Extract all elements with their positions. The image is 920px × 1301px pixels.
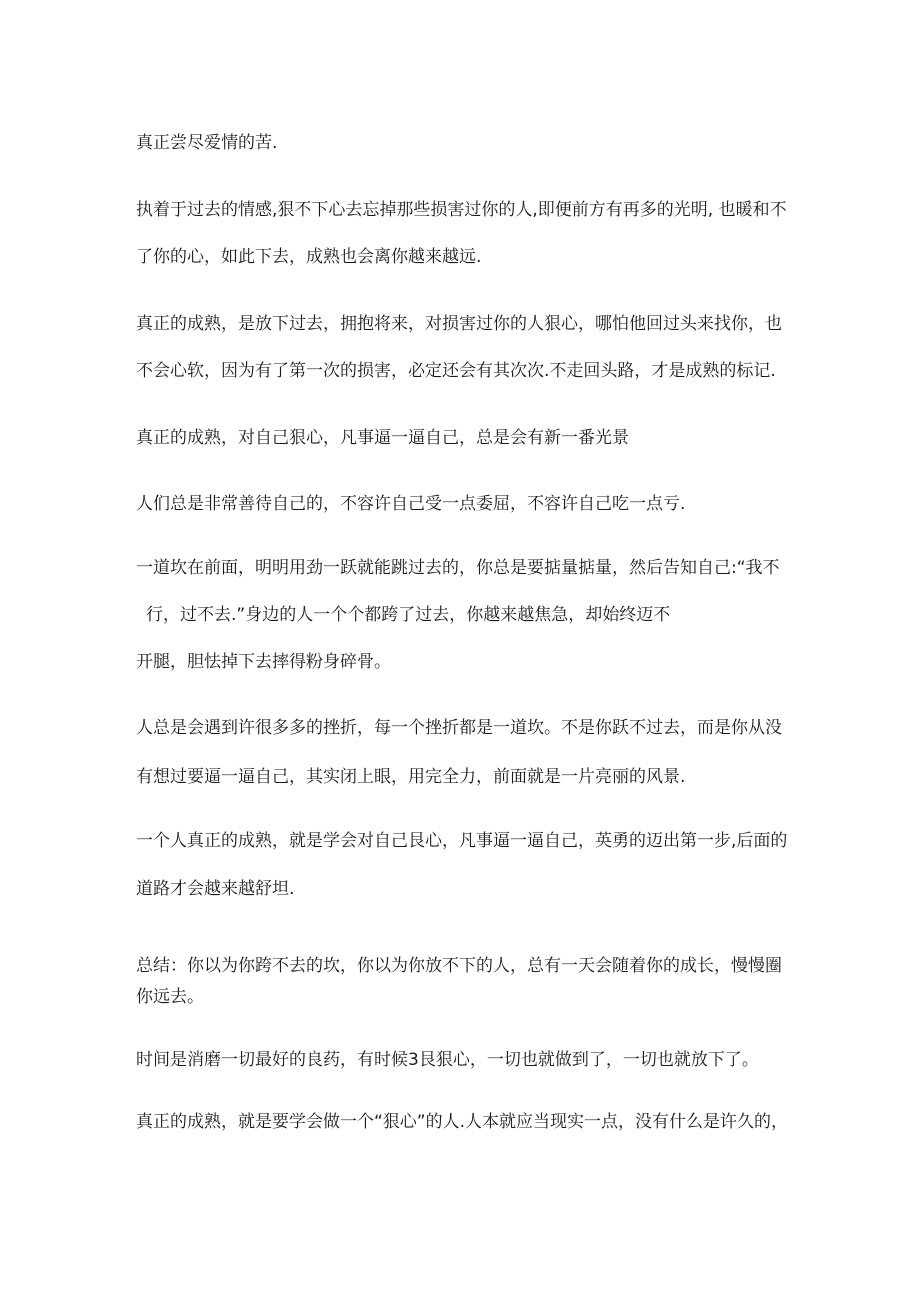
text-line: 总结：你以为你跨不去的坎，你以为你放不下的人，总有一天会随着你的成长，慢慢圈 xyxy=(136,956,782,976)
text-line: 一个人真正的成熟，就是学会对自己艮心，凡事逼一逼自己，英勇的迈出第一步,后面的 xyxy=(136,831,788,851)
text-line: 真正的成熟，对自己狠心，凡事逼一逼自己，总是会有新一番光景 xyxy=(136,428,629,448)
text-line: 一道坎在前面，明明用劲一跃就能跳过去的，你总是要掂量掂量，然后告知自己:“我不 xyxy=(136,558,780,578)
text-line: 了你的心，如此下去，成熟也会离你越来越远. xyxy=(136,247,482,267)
text-line: 人们总是非常善待自己的，不容许自己受一点委屈，不容许自己吃一点亏. xyxy=(136,494,686,514)
text-line: 真正尝尽爱情的苦. xyxy=(136,133,278,153)
text-line: 真正的成熟，就是要学会做一个“狠心”的人.人本就应当现实一点，没有什么是许久的， xyxy=(136,1112,789,1132)
text-line: 不会心软，因为有了第一次的损害，必定还会有其次次.不走回头路，才是成熟的标记. xyxy=(136,361,776,381)
text-line: 开腿，胆怯掉下去摔得粉身碎骨。 xyxy=(136,652,391,672)
text-line: 有想过要逼一逼自己，其实闭上眼，用完全力，前面就是一片亮丽的风景. xyxy=(136,767,686,787)
text-line: 你远去。 xyxy=(136,987,204,1007)
text-line: 人总是会遇到许很多多的挫折，每一个挫折都是一道坎。不是你跃不过去，而是你从没 xyxy=(136,718,782,738)
text-line: 道路才会越来越舒坦. xyxy=(136,879,295,899)
text-line: 行，过不去.”身边的人一个个都跨了过去，你越来越焦急，却始终迈不 xyxy=(146,605,671,625)
text-line: 真正的成熟，是放下过去，拥抱将来，对损害过你的人狠心，哪怕他回过头来找你，也 xyxy=(136,314,782,334)
text-line: 执着于过去的情感,狠不下心去忘掉那些损害过你的人,即便前方有再多的光明, 也暖和不 xyxy=(136,200,787,220)
text-line: 时间是消磨一切最好的良药，有时候3艮狠心，一切也就做到了，一切也就放下了。 xyxy=(136,1050,759,1070)
